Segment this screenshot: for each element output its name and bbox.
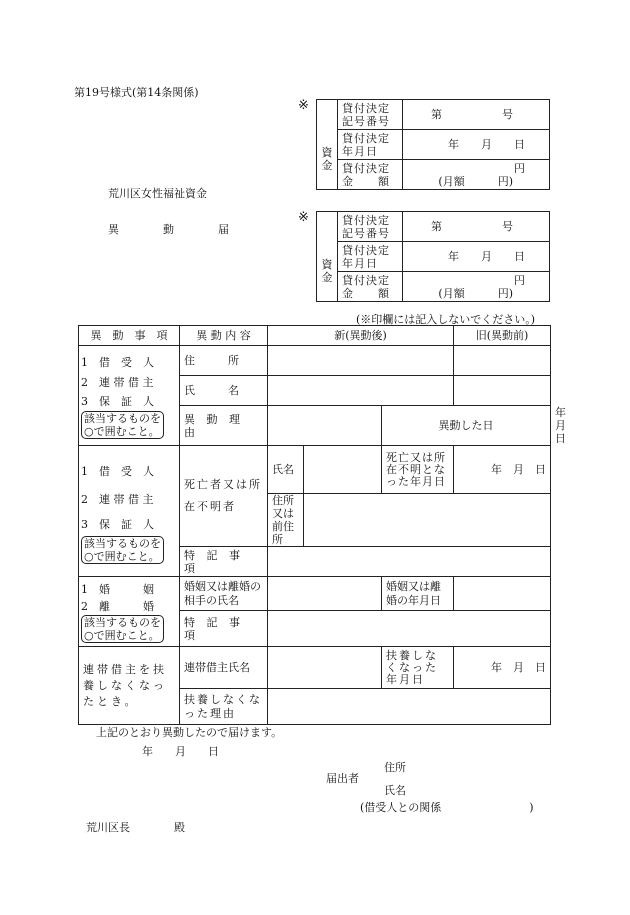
address-label: 住 所 bbox=[180, 346, 268, 376]
partner-name-field[interactable] bbox=[268, 577, 382, 611]
notes-field[interactable] bbox=[268, 611, 551, 647]
marriage-date-field[interactable] bbox=[454, 577, 551, 611]
death-date-label: 死亡又は所在不明となった年月日 bbox=[382, 446, 454, 494]
office-use-mark: ※ bbox=[298, 98, 309, 113]
recipient-line: 荒川区長 殿 bbox=[86, 821, 185, 834]
header-new: 新(異動後) bbox=[268, 326, 454, 346]
loan-number-label: 貸付決定記号番号 bbox=[338, 100, 403, 130]
reason-label: 異 動 理 由 bbox=[180, 406, 268, 446]
relation-field[interactable]: (借受人との関係 ) bbox=[360, 801, 534, 814]
office-use-note: (※印欄には記入しないでください。) bbox=[356, 313, 536, 326]
loan-number-value[interactable]: 第 号 bbox=[403, 212, 550, 242]
section3-items: 1 婚 姻 2 離 婚 該当するものを ○で囲むこと。 bbox=[79, 577, 180, 647]
submission-date[interactable]: 年 月 日 bbox=[142, 745, 219, 758]
fund-name: 荒川区女性福祉資金 bbox=[108, 187, 207, 200]
person-name-label: 氏名 bbox=[268, 446, 304, 494]
loan-date-label: 貸付決定年月日 bbox=[338, 130, 403, 160]
reason-field[interactable] bbox=[268, 406, 382, 446]
loan-amount-value[interactable]: 円 (月額 円) bbox=[403, 160, 550, 190]
marriage-date-label: 婚姻又は離婚の年月日 bbox=[382, 577, 454, 611]
header-change-item: 異 動 事 項 bbox=[79, 326, 180, 346]
form-number: 第19号様式(第14条関係) bbox=[74, 86, 199, 99]
applicant-label: 届出者 bbox=[326, 772, 359, 785]
notes-label: 特 記 事 項 bbox=[180, 611, 268, 647]
loan-date-label: 貸付決定年月日 bbox=[338, 242, 403, 272]
loan-number-value[interactable]: 第 号 bbox=[403, 100, 550, 130]
shikin-label: 資 金 bbox=[321, 145, 333, 172]
notes-field[interactable] bbox=[268, 547, 551, 577]
stop-date-field[interactable]: 年 月 日 bbox=[454, 647, 551, 689]
person-name-field[interactable] bbox=[304, 446, 382, 494]
loan-info-table-2 bbox=[316, 211, 550, 302]
loan-date-value[interactable]: 年 月 日 bbox=[403, 130, 550, 160]
coborrower-name-field[interactable] bbox=[268, 647, 382, 689]
declaration-text: 上記のとおり異動したので届けます。 bbox=[96, 726, 283, 739]
header-change-content: 異 動 内 容 bbox=[180, 326, 268, 346]
loan-number-label: 貸付決定記号番号 bbox=[338, 212, 403, 242]
applicant-name-label: 氏名 bbox=[384, 784, 406, 797]
new-address-field[interactable] bbox=[268, 346, 454, 376]
section2-items: 1 借 受 人 2 連 帯 借 主 3 保 証 人 該当するものを ○で囲むこと。 bbox=[79, 446, 180, 577]
name-label: 氏 名 bbox=[180, 376, 268, 406]
old-name-field[interactable] bbox=[454, 376, 551, 406]
stop-reason-field[interactable] bbox=[268, 689, 551, 725]
loan-amount-label: 貸付決定金 額 bbox=[338, 272, 403, 302]
applicant-address-label: 住所 bbox=[384, 761, 406, 774]
coborrower-name-label: 連帯借主氏名 bbox=[180, 647, 268, 689]
loan-date-value[interactable]: 年 月 日 bbox=[403, 242, 550, 272]
loan-amount-label: 貸付決定金 額 bbox=[338, 160, 403, 190]
previous-address-label: 住所又は前住所 bbox=[268, 494, 304, 547]
loan-amount-value[interactable]: 円 (月額 円) bbox=[403, 272, 550, 302]
new-name-field[interactable] bbox=[268, 376, 454, 406]
stop-reason-label: 扶養しなくなった理由 bbox=[180, 689, 268, 725]
change-report-table: 異 動 事 項 異 動 内 容 新(異動後) 旧(異動前) 1 借 受 人 2 連 帯 借 主 3 保 証 人 該当するものを ○で囲むこと。 住 所 氏 名 異 動 理 由 異動した日 年 月 日 1 借 受 人 2 連 帯 借 主 3 保 証 人 該当するものを ○で囲むこと。 死亡者又は所在不明者 氏名 死亡又は所在不明となった年月日 年 月 日 住所又は前住所 特 記 事 項 1 婚 姻 2 離 婚 該当するものを ○で囲むこと。 婚姻又は離婚の相手の氏名 婚姻又は離婚の年月日 特 記 事 項 連帯借主を扶養しなくなったとき。 連帯借主氏名 扶養しなくなった年月日 年 月 日 扶養しなくなった理由 bbox=[78, 325, 551, 725]
old-address-field[interactable] bbox=[454, 346, 551, 376]
document-title: 異 動 届 bbox=[108, 223, 229, 236]
partner-name-label: 婚姻又は離婚の相手の氏名 bbox=[180, 577, 268, 611]
office-use-mark: ※ bbox=[298, 210, 309, 225]
deceased-label: 死亡者又は所在不明者 bbox=[180, 446, 268, 547]
header-old: 旧(異動前) bbox=[454, 326, 551, 346]
notes-label: 特 記 事 項 bbox=[180, 547, 268, 577]
section1-items: 1 借 受 人 2 連 帯 借 主 3 保 証 人 該当するものを ○で囲むこと。 bbox=[79, 346, 180, 446]
shikin-label: 資 金 bbox=[321, 257, 333, 284]
section4-item: 連帯借主を扶養しなくなったとき。 bbox=[79, 647, 180, 725]
death-date-field[interactable]: 年 月 日 bbox=[454, 446, 551, 494]
previous-address-field[interactable] bbox=[304, 494, 551, 547]
moved-date-label: 異動した日 bbox=[382, 406, 551, 446]
stop-date-label: 扶養しなくなった年月日 bbox=[382, 647, 454, 689]
loan-info-table-1 bbox=[316, 99, 550, 190]
